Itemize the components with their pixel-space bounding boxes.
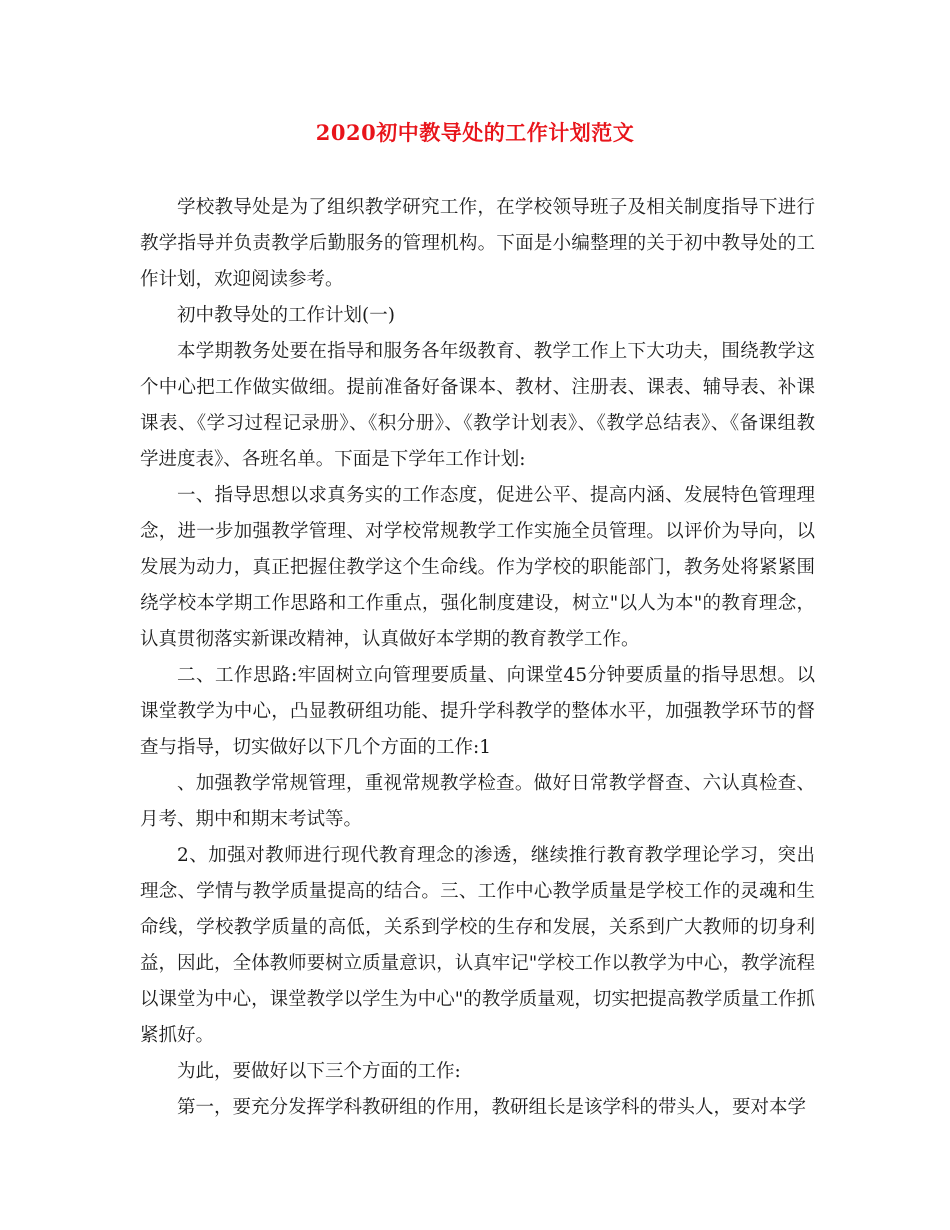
paragraph-first-point: 第一，要充分发挥学科教研组的作用，教研组长是该学科的带头人，要对本学	[177, 1097, 807, 1118]
paragraph-routine-management: 、加强教学常规管理，重视常规教学检查。做好日常教学督查、六认真检查、月考、期中和期末考试等。	[140, 773, 815, 830]
paragraph-guiding-thought: 一、指导思想以求真务实的工作态度，促进公平、提高内涵、发展特色管理理念，进一步加强教学管理、对学校常规教学工作实施全员管理。以评价为导向，以发展为动力，真正把握住教学这个生命线。作为学校的职能部门，教务处将紧紧围绕学校本学期工作思路和工作重点，强化制度建设，树立"以人为本"的教育理念，认真贯彻落实新课改精神，认真做好本学期的教育教学工作。	[140, 485, 815, 650]
paragraph-teaching-quality: 2、加强对教师进行现代教育理念的渗透，继续推行教育教学理论学习，突出理念、学情与教学质量提高的结合。三、工作中心教学质量是学校工作的灵魂和生命线，学校教学质量的高低，关系到学校的生存和发展，关系到广大教师的切身利益，因此，全体教师要树立质量意识，认真牢记"学校工作以教学为中心，教学流程以课堂为中心，课堂教学以学生为中心"的教学质量观，切实把提高教学质量工作抓紧抓好。	[140, 845, 815, 1046]
paragraph-section-heading: 初中教导处的工作计划(一)	[177, 305, 395, 326]
paragraph-three-aspects: 为此，要做好以下三个方面的工作:	[177, 1061, 461, 1082]
paragraph-intro: 学校教导处是为了组织教学研究工作，在学校领导班子及相关制度指导下进行教学指导并负责教学后勤服务的管理机构。下面是小编整理的关于初中教导处的工作计划，欢迎阅读参考。	[140, 197, 815, 290]
document-title: 2020初中教导处的工作计划范文	[315, 120, 635, 145]
paragraph-work-approach: 二、工作思路:牢固树立向管理要质量、向课堂45分钟要质量的指导思想。以课堂教学为中心，凸显教研组功能、提升学科教学的整体水平，加强教学环节的督查与指导，切实做好以下几个方面的工作:1	[140, 665, 815, 758]
document-body	[140, 190, 815, 1126]
paragraph-semester-overview: 本学期教务处要在指导和服务各年级教育、教学工作上下大功夫，围绕教学这个中心把工作做实做细。提前准备好备课本、教材、注册表、课表、辅导表、补课课表、《学习过程记录册》、《积分册》、《教学计划表》、《教学总结表》、《备课组教学进度表》、各班名单。下面是下学年工作计划:	[140, 341, 815, 470]
